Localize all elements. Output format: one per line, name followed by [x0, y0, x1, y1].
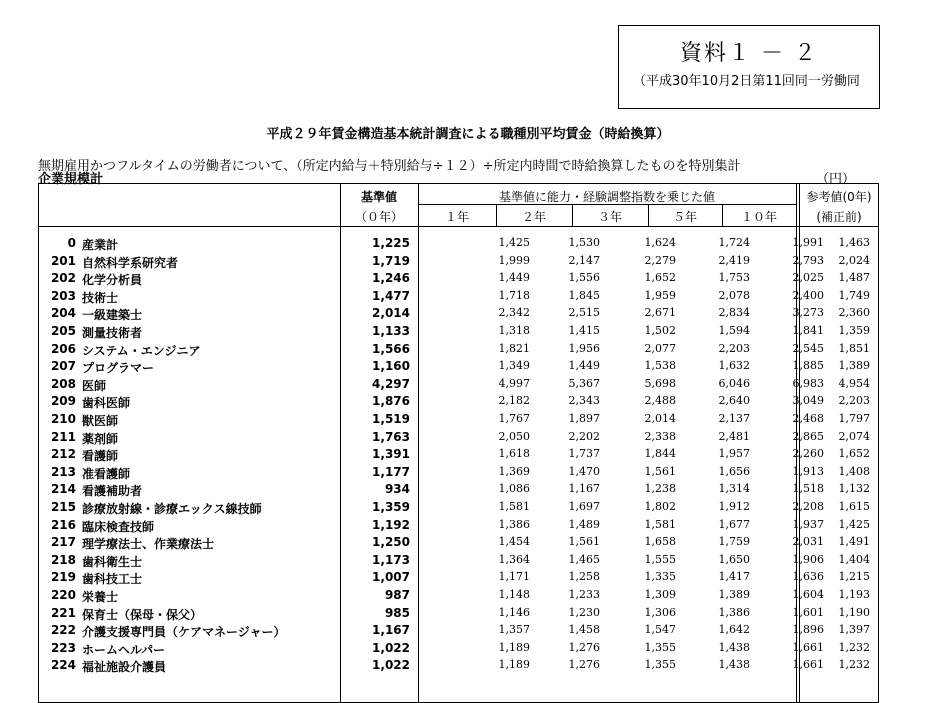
reference-value: 1,215	[838, 570, 870, 584]
occupation-code: 218	[50, 552, 76, 567]
occupation-code: 222	[50, 623, 76, 638]
value-y10: 1,913	[792, 464, 824, 478]
value-y5: 1,912	[718, 500, 750, 513]
value-y2: 1,449	[568, 359, 600, 373]
value-y5: 1,650	[718, 552, 750, 566]
scope-label: 企業規模計	[38, 172, 104, 187]
reference-value: 2,360	[838, 306, 870, 320]
value-y5: 1,417	[718, 570, 750, 584]
value-y5: 1,642	[718, 623, 750, 637]
value-y3: 2,338	[644, 429, 676, 443]
value-y1: 1,718	[498, 288, 530, 302]
occupation-code: 223	[50, 640, 76, 655]
occupation-name: 歯科技工士	[82, 572, 143, 587]
value-y5: 1,957	[718, 447, 750, 461]
value-y3: 1,658	[644, 535, 676, 549]
value-y3: 1,844	[644, 447, 676, 461]
base-value: 1,719	[372, 253, 410, 268]
occupation-code: 216	[50, 517, 76, 532]
value-y5: 1,438	[718, 658, 750, 672]
document-number: 資料１ － ２	[680, 41, 818, 66]
value-y3: 1,802	[644, 500, 676, 513]
reference-value: 1,652	[838, 447, 870, 461]
value-y1: 1,189	[498, 640, 530, 654]
value-y10: 2,260	[792, 447, 824, 461]
method-note: 無期雇用かつフルタイムの労働者について、（所定内給与＋特別給与÷１２）÷所定内時間で時給換算したものを特別集計	[38, 159, 741, 174]
occupation-code: 204	[50, 306, 76, 321]
base-value: 1,177	[372, 464, 410, 479]
occupation-name: 医師	[82, 378, 107, 393]
value-y10: 1,896	[792, 623, 824, 637]
reference-value: 1,491	[838, 535, 870, 549]
value-y10: 1,841	[792, 324, 824, 337]
value-y1: 4,997	[498, 376, 530, 390]
document-meeting-note: （平成30年10月2日第11回同一労働同	[633, 74, 860, 89]
base-value: 1,007	[372, 570, 410, 585]
value-y5: 1,753	[718, 271, 750, 285]
value-y10: 1,518	[792, 482, 824, 496]
value-y2: 2,147	[568, 253, 600, 267]
value-y10: 2,545	[792, 341, 824, 355]
value-y5: 1,656	[718, 464, 750, 478]
value-y1: 1,369	[498, 464, 530, 478]
value-y5: 2,078	[718, 288, 750, 302]
value-y1: 1,086	[498, 482, 530, 496]
value-y3: 1,502	[644, 324, 676, 337]
value-y2: 1,556	[568, 271, 600, 285]
occupation-code: 219	[50, 570, 76, 585]
value-y2: 1,845	[568, 288, 600, 302]
value-y1: 1,999	[498, 253, 530, 267]
value-y10: 1,906	[792, 552, 824, 566]
value-y2: 1,530	[568, 236, 600, 249]
table-row	[38, 517, 879, 534]
table-row	[38, 376, 879, 393]
occupation-code: 208	[50, 376, 76, 391]
occupation-code: 205	[50, 324, 76, 338]
value-y10: 1,661	[792, 640, 824, 654]
value-y3: 2,488	[644, 394, 676, 408]
value-y10: 2,400	[792, 288, 824, 302]
reference-value: 2,074	[838, 429, 870, 443]
value-y1: 1,357	[498, 623, 530, 637]
value-y5: 1,594	[718, 324, 750, 337]
value-y2: 1,415	[568, 324, 600, 337]
base-value: 1,359	[372, 500, 410, 514]
value-y3: 1,959	[644, 288, 676, 302]
value-y5: 1,314	[718, 482, 750, 496]
value-y10: 2,865	[792, 429, 824, 443]
base-value: 1,167	[372, 623, 410, 638]
header-year-3: ３年	[597, 210, 622, 224]
value-y10: 6,983	[792, 376, 824, 390]
table-row	[38, 534, 879, 551]
value-y1: 1,189	[498, 658, 530, 672]
value-y5: 1,389	[718, 588, 750, 601]
reference-value: 1,359	[838, 324, 870, 337]
value-y10: 1,885	[792, 359, 824, 373]
occupation-name: 准看護師	[82, 466, 131, 481]
document-label-box	[618, 25, 880, 109]
reference-value: 1,232	[838, 640, 870, 654]
occupation-name: 福祉施設介護員	[82, 660, 167, 675]
occupation-name: 自然科学系研究者	[82, 255, 179, 270]
table-row	[38, 640, 879, 657]
value-y3: 2,077	[644, 341, 676, 355]
value-y2: 1,561	[568, 535, 600, 549]
value-y1: 1,148	[498, 588, 530, 601]
occupation-name: 看護師	[82, 449, 119, 464]
value-y3: 1,652	[644, 271, 676, 285]
occupation-code: 213	[50, 464, 76, 479]
occupation-name: 栄養士	[82, 590, 119, 604]
value-y3: 1,581	[644, 517, 676, 531]
reference-value: 1,425	[838, 517, 870, 531]
header-base: 基準値	[360, 190, 397, 204]
value-y3: 1,624	[644, 236, 676, 249]
base-value: 1,022	[372, 658, 410, 673]
value-y5: 1,677	[718, 517, 750, 531]
value-y1: 2,182	[498, 394, 530, 408]
value-y1: 1,318	[498, 324, 530, 337]
base-value: 1,391	[372, 447, 410, 462]
occupation-code: 215	[50, 500, 76, 514]
value-y5: 2,640	[718, 394, 750, 408]
occupation-code: 221	[50, 605, 76, 620]
reference-value: 1,397	[838, 623, 870, 637]
base-value: 985	[384, 605, 410, 620]
value-y1: 1,349	[498, 359, 530, 373]
value-y3: 1,335	[644, 570, 676, 584]
value-y2: 1,276	[568, 658, 600, 672]
base-value: 1,763	[372, 429, 410, 444]
value-y1: 1,364	[498, 552, 530, 566]
value-y10: 3,273	[792, 306, 824, 320]
value-y1: 1,146	[498, 605, 530, 619]
value-y2: 1,737	[568, 447, 600, 461]
table-row	[38, 657, 879, 674]
value-y2: 2,343	[568, 394, 600, 408]
value-y2: 1,697	[568, 500, 600, 513]
value-y2: 1,470	[568, 464, 600, 478]
header-reference: 参考値(0年)	[806, 190, 872, 204]
value-y10: 1,937	[792, 517, 824, 531]
table-row	[38, 341, 879, 358]
value-y10: 1,636	[792, 570, 824, 584]
occupation-name: 臨床検査技師	[82, 519, 155, 534]
value-y3: 2,671	[644, 306, 676, 320]
reference-value: 1,404	[838, 552, 870, 566]
occupation-code: 203	[50, 288, 76, 303]
value-y10: 1,991	[792, 236, 824, 249]
occupation-name: 看護補助者	[82, 484, 143, 499]
value-y3: 1,561	[644, 464, 676, 478]
occupation-code: 212	[50, 447, 76, 462]
occupation-code: 206	[50, 341, 76, 356]
base-value: 1,160	[372, 359, 410, 374]
reference-value: 1,190	[838, 605, 870, 619]
occupation-code: 211	[50, 429, 76, 444]
value-y1: 2,050	[498, 429, 530, 443]
occupation-name: 歯科医師	[82, 396, 131, 411]
base-value: 4,297	[372, 376, 410, 391]
table-row	[38, 393, 879, 410]
table-row	[38, 605, 879, 622]
value-y3: 1,309	[644, 588, 676, 601]
reference-value: 2,024	[838, 253, 870, 267]
value-y2: 1,897	[568, 412, 600, 425]
value-y10: 2,031	[792, 535, 824, 549]
occupation-name: 獣医師	[82, 414, 119, 428]
value-y1: 1,618	[498, 447, 530, 461]
value-y1: 1,425	[498, 236, 530, 249]
occupation-code: 0	[67, 236, 76, 250]
table-row	[38, 622, 879, 639]
value-y3: 1,355	[644, 658, 676, 672]
table-row	[38, 499, 879, 516]
table-row	[38, 288, 879, 305]
value-y3: 1,355	[644, 640, 676, 654]
value-y5: 2,834	[718, 306, 750, 320]
reference-value: 2,203	[838, 394, 870, 408]
table-row	[38, 481, 879, 498]
table-row	[38, 552, 879, 569]
reference-value: 1,487	[838, 271, 870, 285]
value-y2: 1,230	[568, 605, 600, 619]
value-y3: 1,538	[644, 359, 676, 373]
value-y2: 1,167	[568, 482, 600, 496]
value-y5: 1,759	[718, 535, 750, 549]
value-y3: 1,555	[644, 552, 676, 566]
value-y1: 1,386	[498, 517, 530, 531]
table-row	[38, 235, 879, 252]
value-y1: 1,581	[498, 500, 530, 513]
value-y2: 2,202	[568, 429, 600, 443]
occupation-name: 保育士（保母・保父）	[82, 607, 203, 622]
table-row	[38, 569, 879, 586]
header-base-sub: （０年）	[354, 210, 403, 224]
value-y5: 6,046	[718, 376, 750, 390]
table-row	[38, 253, 879, 270]
reference-value: 1,389	[838, 359, 870, 373]
header-reference-sub: (補正前)	[816, 210, 862, 224]
value-y2: 1,276	[568, 640, 600, 654]
header-year-10: １０年	[740, 210, 777, 224]
base-value: 1,246	[372, 271, 410, 286]
base-value: 1,519	[372, 412, 410, 426]
value-y10: 1,601	[792, 605, 824, 619]
table-row	[38, 411, 879, 428]
header-year-2: ２年	[521, 210, 546, 224]
occupation-code: 214	[50, 482, 76, 497]
value-y10: 2,025	[792, 271, 824, 285]
value-y10: 1,604	[792, 588, 824, 601]
header-year-5: ５年	[672, 210, 697, 224]
value-y3: 1,306	[644, 605, 676, 619]
occupation-name: 化学分析員	[82, 273, 143, 288]
reference-value: 1,463	[838, 236, 870, 249]
reference-value: 1,851	[838, 341, 870, 355]
value-y5: 2,137	[718, 412, 750, 425]
table-row	[38, 270, 879, 287]
value-y1: 1,767	[498, 412, 530, 425]
value-y10: 2,793	[792, 253, 824, 267]
reference-value: 4,954	[838, 376, 870, 390]
value-y3: 2,014	[644, 412, 676, 425]
occupation-name: システム・エンジニア	[82, 343, 201, 358]
value-y2: 2,515	[568, 306, 600, 320]
occupation-code: 209	[50, 394, 76, 409]
reference-value: 1,132	[838, 482, 870, 496]
base-value: 934	[384, 482, 410, 497]
value-y5: 2,481	[718, 429, 750, 443]
reference-value: 1,193	[838, 588, 870, 601]
value-y10: 3,049	[792, 394, 824, 408]
occupation-code: 217	[50, 535, 76, 550]
table-row	[38, 587, 879, 604]
table-row	[38, 446, 879, 463]
occupation-name: 歯科衛生士	[82, 554, 143, 569]
occupation-name: 測量技術者	[82, 326, 143, 340]
occupation-name: 介護支援専門員（ケアマネージャー）	[82, 625, 286, 640]
value-y5: 1,386	[718, 605, 750, 619]
reference-value: 1,749	[838, 288, 870, 302]
base-value: 1,173	[372, 552, 410, 567]
value-y1: 2,342	[498, 306, 530, 320]
base-value: 1,250	[372, 535, 410, 550]
value-y2: 1,465	[568, 552, 600, 566]
base-value: 1,022	[372, 640, 410, 655]
value-y2: 1,458	[568, 623, 600, 637]
value-y3: 2,279	[644, 253, 676, 267]
value-y3: 1,238	[644, 482, 676, 496]
value-y2: 1,489	[568, 517, 600, 531]
base-value: 1,876	[372, 394, 410, 409]
value-y5: 1,438	[718, 640, 750, 654]
unit-label: （円）	[816, 172, 856, 187]
occupation-name: ホームヘルパー	[82, 642, 166, 657]
occupation-name: 一級建築士	[82, 308, 143, 323]
occupation-name: 産業計	[82, 238, 119, 252]
value-y3: 1,547	[644, 623, 676, 637]
value-y10: 1,661	[792, 658, 824, 672]
value-y3: 5,698	[644, 376, 676, 390]
value-y2: 1,956	[568, 341, 600, 355]
value-y5: 1,724	[718, 236, 750, 249]
base-value: 1,133	[372, 324, 410, 338]
occupation-code: 224	[50, 658, 76, 673]
base-value: 1,566	[372, 341, 410, 356]
base-value: 1,477	[372, 288, 410, 303]
value-y10: 2,208	[792, 500, 824, 513]
table-row	[38, 358, 879, 375]
occupation-code: 202	[50, 271, 76, 286]
base-value: 1,192	[372, 517, 410, 532]
occupation-name: 診療放射線・診療エックス線技師	[82, 502, 262, 516]
value-y5: 2,203	[718, 341, 750, 355]
occupation-code: 201	[50, 253, 76, 268]
occupation-name: 薬剤師	[82, 431, 119, 446]
base-value: 2,014	[372, 306, 410, 321]
occupation-name: 技術士	[82, 290, 119, 305]
base-value: 987	[384, 588, 410, 602]
occupation-code: 220	[50, 588, 76, 602]
table-row	[38, 429, 879, 446]
value-y5: 1,632	[718, 359, 750, 373]
table-row	[38, 323, 879, 340]
table-row	[38, 305, 879, 322]
value-y2: 5,367	[568, 376, 600, 390]
value-y5: 2,419	[718, 253, 750, 267]
occupation-code: 207	[50, 359, 76, 374]
reference-value: 1,797	[838, 412, 870, 425]
header-adjusted: 基準値に能力・経験調整指数を乗じた値	[498, 190, 715, 204]
base-value: 1,225	[372, 236, 410, 250]
occupation-name: 理学療法士、作業療法士	[82, 537, 215, 552]
header-year-1: １年	[444, 210, 469, 224]
value-y1: 1,821	[498, 341, 530, 355]
occupation-code: 210	[50, 412, 76, 426]
value-y1: 1,449	[498, 271, 530, 285]
header-bottom-rule	[38, 226, 879, 227]
value-y1: 1,171	[498, 570, 530, 584]
table-row	[38, 464, 879, 481]
value-y10: 2,468	[792, 412, 824, 425]
reference-value: 1,615	[838, 500, 870, 513]
value-y1: 1,454	[498, 535, 530, 549]
value-y2: 1,258	[568, 570, 600, 584]
reference-value: 1,408	[838, 464, 870, 478]
reference-value: 1,232	[838, 658, 870, 672]
occupation-name: プログラマー	[82, 361, 155, 376]
value-y2: 1,233	[568, 588, 600, 601]
page-title: 平成２９年賃金構造基本統計調査による職種別平均賃金（時給換算）	[266, 127, 670, 142]
